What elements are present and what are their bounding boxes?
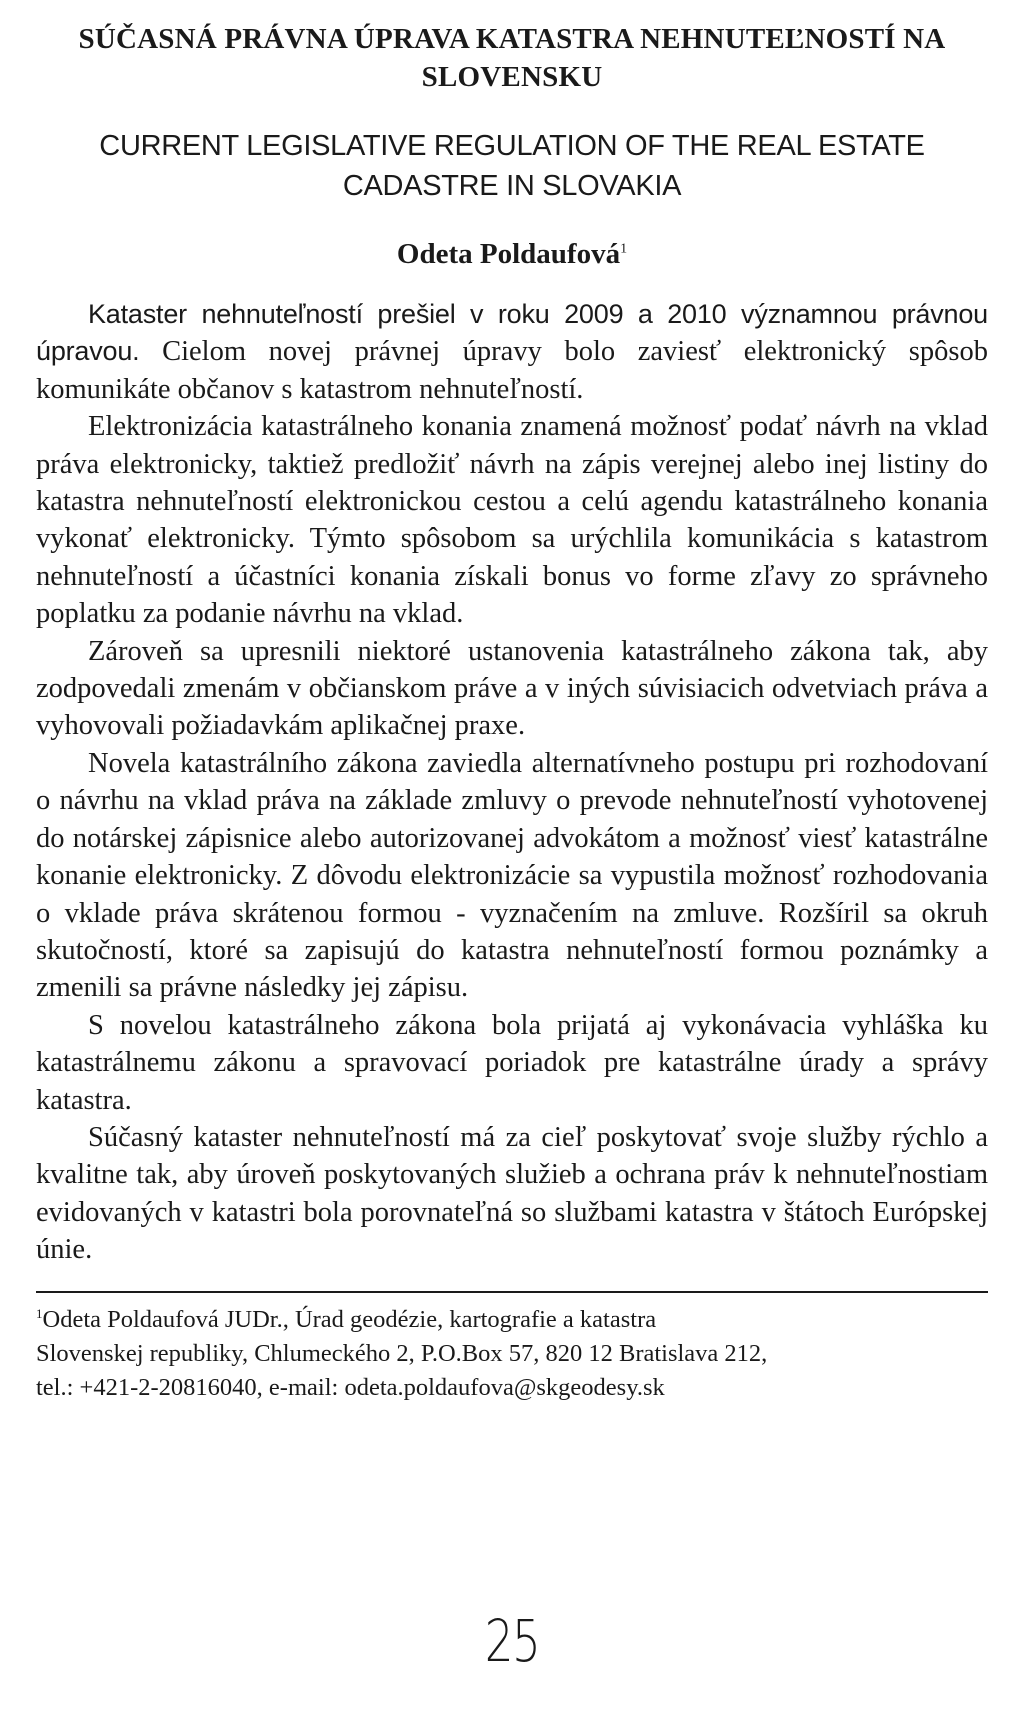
article-body — [36, 296, 988, 1269]
paragraph-1-lead: Kataster nehnuteľností prešiel v roku 2009 a 2010 významnou právnou úpravou. — [36, 299, 988, 367]
footnote-divider — [36, 1291, 988, 1293]
footnote-line-2: Slovenskej republiky, Chlumeckého 2, P.O.Box 57, 820 12 Bratislava 212, — [36, 1339, 768, 1367]
footnote-mark: 1 — [36, 1305, 43, 1321]
article-page — [36, 20, 988, 1405]
paragraph-6: Súčasný kataster nehnuteľností má za cieľ poskytovať svoje služby rýchlo a kvalitne tak, aby úroveň poskytovaných služieb a ochrana práv k nehnuteľnostiam evidovaných v katastri bola porovnateľná so službami katastra v štátoch Európskej únie. — [36, 1121, 988, 1266]
author-footnote-mark: 1 — [620, 241, 628, 257]
paragraph-5: S novelou katastrálneho zákona bola prijatá aj vykonávacia vyhláška ku katastrálnemu zákonu a spravovací poriadok pre katastrálne úrady a správy katastra. — [36, 1009, 988, 1116]
author-line — [36, 236, 988, 272]
author-name: Odeta Poldaufová — [396, 238, 621, 270]
article-title-english: CURRENT LEGISLATIVE REGULATION OF THE REAL ESTATE CADASTRE IN SLOVAKIA — [99, 130, 925, 202]
page-number: 25 — [484, 1607, 540, 1675]
paragraph-2: Elektronizácia katastrálneho konania znamená možnosť podať návrh na vklad práva elektronicky, taktiež predložiť návrh na zápis verejnej alebo inej listiny do katastra nehnuteľností elektronickou cestou a celú agendu katastrálneho konania vykonať elektronicky. Týmto spôsobom sa urýchlila komunikácia s katastrom nehnuteľností a účastníci konania získali bonus vo forme zľavy zo správneho poplatku za podanie návrhu na vklad. — [36, 411, 988, 630]
paragraph-1-text: Cielom novej právnej úpravy bolo zaviesť elektronický spôsob komunikáte občanov s katastrom nehnuteľností. — [36, 336, 988, 405]
paragraph-3: Zároveň sa upresnili niektoré ustanovenia katastrálneho zákona tak, aby zodpovedali zmenám v občianskom práve a v iných súvisiacich odvetviach práva a vyhovovali požiadavkám aplikačnej praxe. — [36, 635, 988, 742]
article-title-slovak: SÚČASNÁ PRÁVNA ÚPRAVA KATASTRA NEHNUTEĽNOSTÍ NA SLOVENSKU — [78, 23, 946, 93]
paragraph-1 — [36, 296, 988, 408]
footnote-line-1-text: Odeta Poldaufová JUDr., Úrad geodézie, kartografie a katastra — [42, 1305, 657, 1333]
paragraph-4: Novela katastrálního zákona zaviedla alternatívneho postupu pri rozhodovaní o návrhu na vklad práva na základe zmluvy o prevode nehnuteľností vyhotovenej do notárskej zápisnice alebo autorizovanej advokátom a možnosť viesť katastrálne konanie elektronicky. Z dôvodu elektronizácie sa vypustila možnosť rozhodovania o vklade práva skrátenou formou - vyznačením na zmluve. Rozšíril sa okruh skutočností, ktoré sa zapisujú do katastra nehnuteľností formou poznámky a zmenili sa právne následky jej zápisu. — [36, 747, 988, 1004]
footnote-line-3: tel.: +421-2-20816040, e-mail: odeta.poldaufova@skgeodesy.sk — [36, 1373, 665, 1401]
footnote — [36, 1303, 988, 1405]
footnote-line-1 — [36, 1303, 988, 1337]
